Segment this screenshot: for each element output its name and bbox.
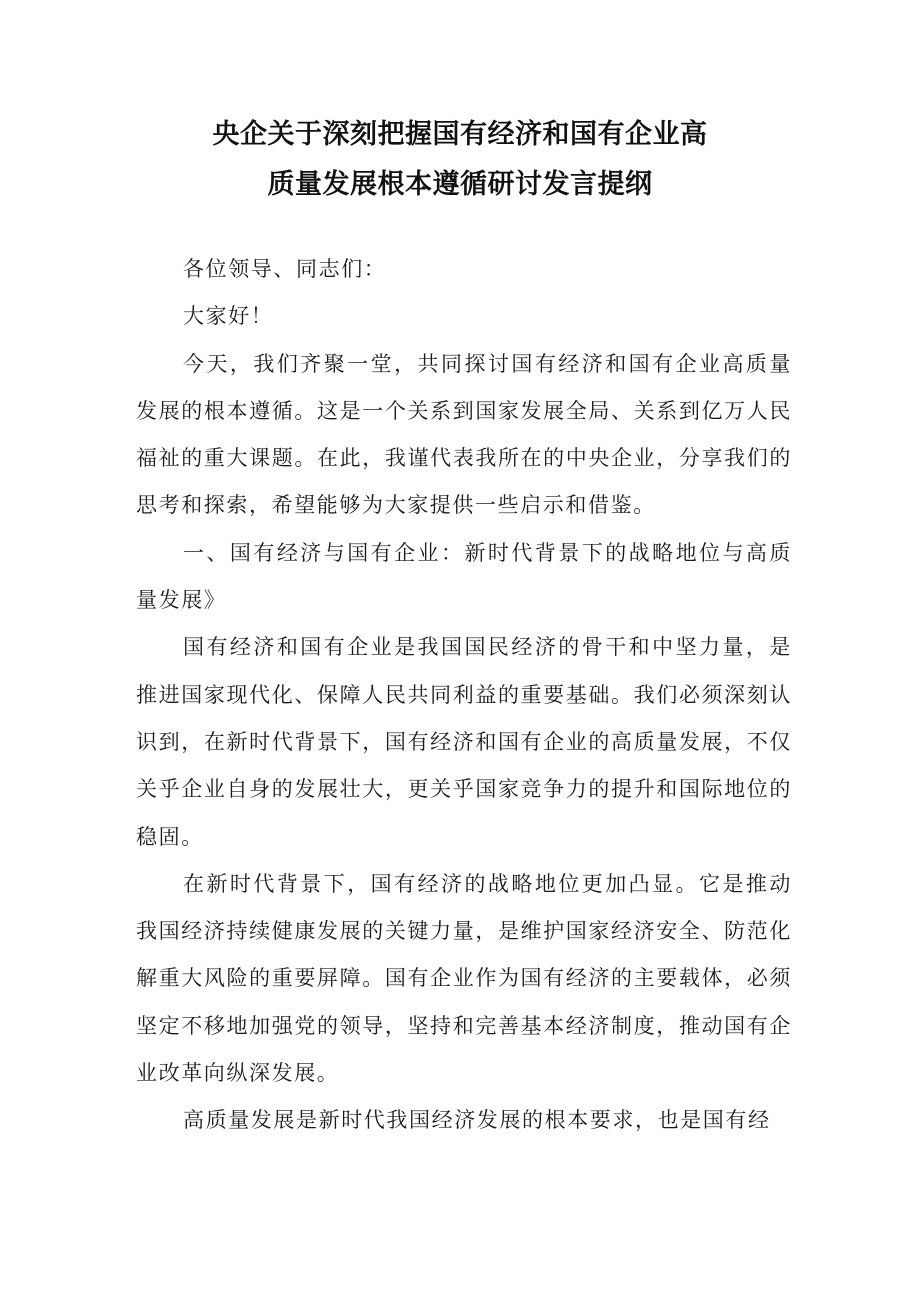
section-heading-1: 一、国有经济与国有企业：新时代背景下的战略地位与高质量发展》: [136, 540, 792, 613]
salutation: 各位领导、同志们：: [183, 257, 387, 281]
document-body: [136, 246, 792, 1145]
paragraph-1: 国有经济和国有企业是我国国民经济的骨干和中坚力量，是推进国家现代化、保障人民共同利益的重要基础。我们必须深刻认识到，在新时代背景下，国有经济和国有企业的高质量发展，不仅关乎企业自身的发展壮大，更关乎国家竞争力的提升和国际地位的稳固。: [136, 635, 792, 849]
paragraph-3: 高质量发展是新时代我国经济发展的根本要求，也是国有经: [183, 1108, 771, 1133]
document-title: [0, 110, 920, 210]
greeting: 大家好！: [183, 304, 274, 329]
paragraph-intro: 今天，我们齐聚一堂，共同探讨国有经济和国有企业高质量发展的根本遵循。这是一个关系到国家发展全局、关系到亿万人民福祉的重大课题。在此，我谨代表我所在的中央企业，分享我们的思考和探索，希望能够为大家提供一些启示和借鉴。: [136, 351, 792, 518]
paragraph-2: 在新时代背景下，国有经济的战略地位更加凸显。它是推动我国经济持续健康发展的关键力量，是维护国家经济安全、防范化解重大风险的重要屏障。国有企业作为国有经济的主要载体，必须坚定不移地加强党的领导，坚持和完善基本经济制度，推动国有企业改革向纵深发展。: [136, 871, 792, 1086]
title-line-1: 央企关于深刻把握国有经济和国有企业高: [212, 119, 708, 150]
title-line-2: 质量发展根本遵循研讨发言提纲: [267, 169, 653, 200]
